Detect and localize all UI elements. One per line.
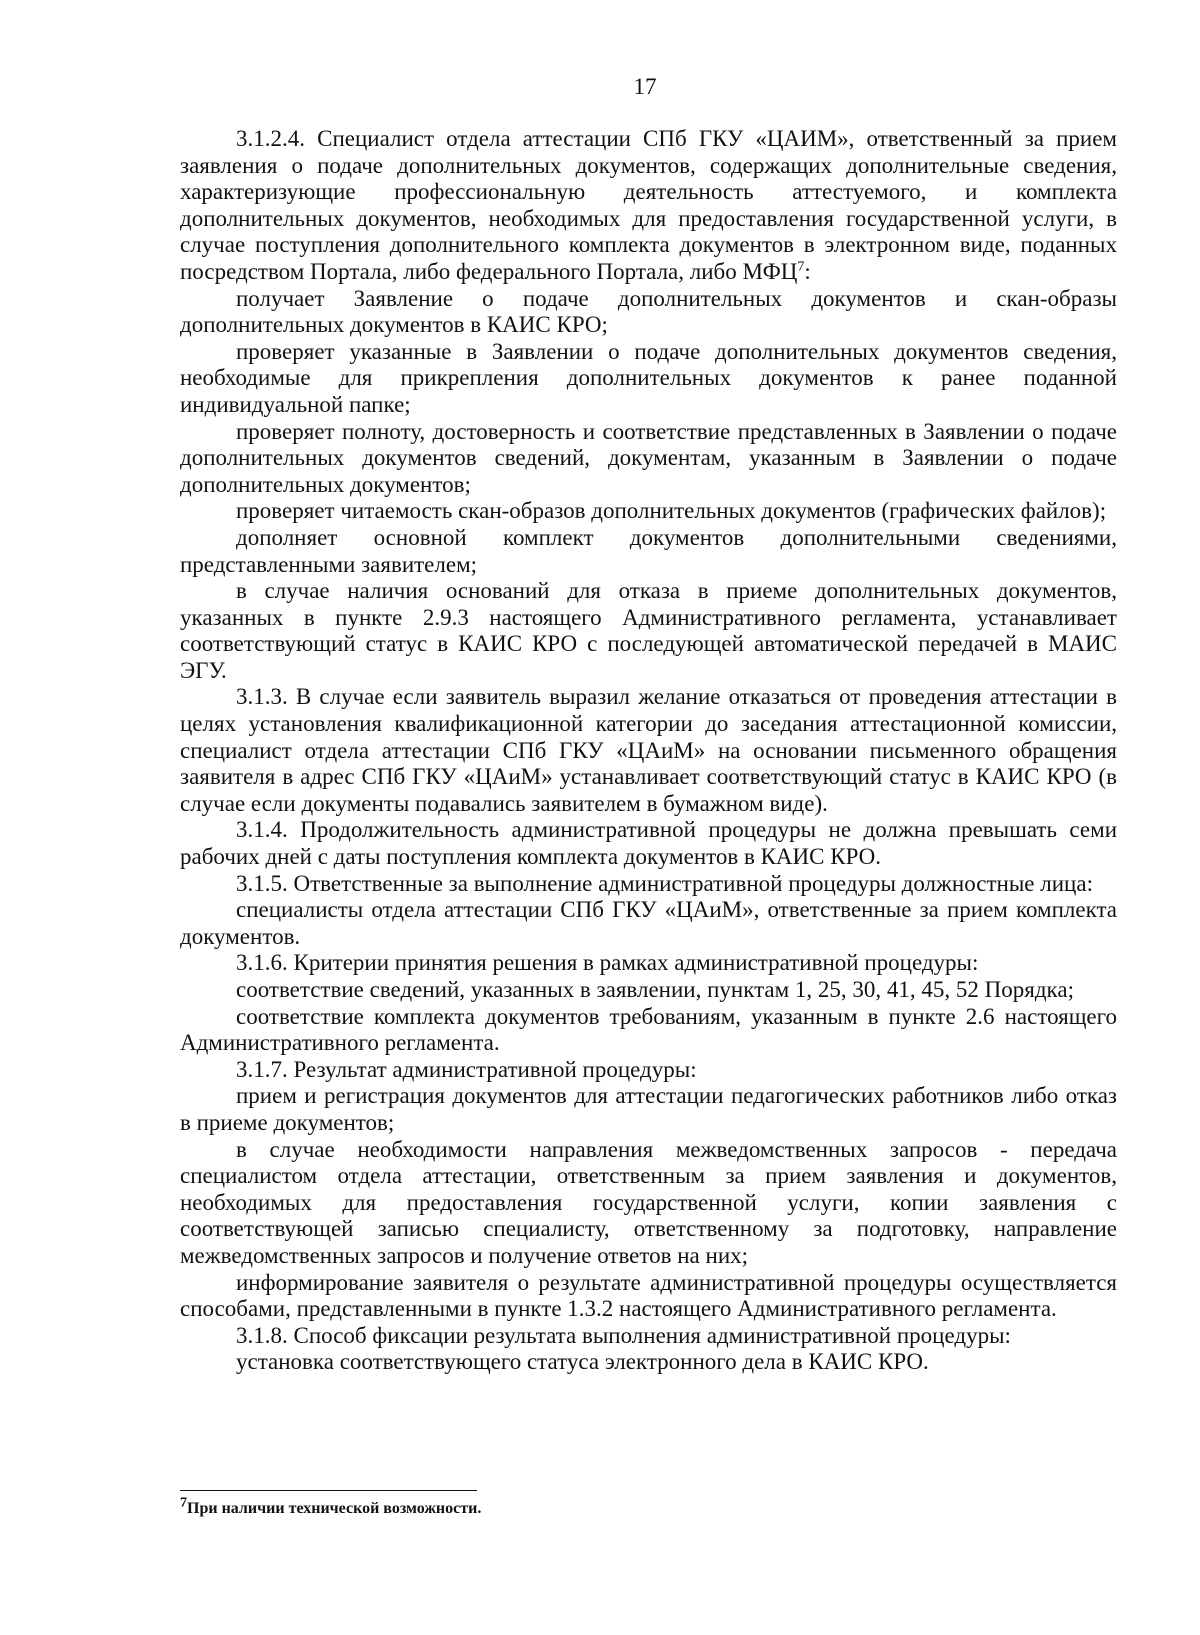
footnote-divider: [180, 1490, 477, 1491]
paragraph-3-1-5: 3.1.5. Ответственные за выполнение административной процедуры должностные лица:: [236, 870, 1093, 896]
list-item-registration: прием и регистрация документов для аттестации педагогических работников либо отказ в приеме документов;: [180, 1083, 1117, 1135]
footnote: [180, 1495, 880, 1520]
list-item-interagency-requests: в случае необходимости направления межведомственных запросов - передача специалистом отдела аттестации, ответственным за прием заявления и документов, необходимых для предоставления государственной услуги, копии заявления с соответствующей записью специалисту, ответственному за подготовку, направление межведомственных запросов и получение ответов на них;: [180, 1136, 1117, 1268]
list-item-supplements: дополняет основной комплект документов дополнительными сведениями, представленными заявителем;: [180, 524, 1117, 577]
list-item-receives: получает Заявление о подаче дополнительных документов и скан-образы дополнительных документов в КАИС КРО;: [180, 285, 1117, 338]
body-text: [180, 126, 1117, 1376]
list-item-checks-readability: проверяет читаемость скан-образов дополнительных документов (графических файлов);: [236, 498, 1107, 524]
list-item-specialists: специалисты отдела аттестации СПб ГКУ «ЦАиМ», ответственные за прием комплекта документов.: [180, 897, 1117, 949]
paragraph-3-1-7: 3.1.7. Результат административной процедуры:: [236, 1056, 697, 1082]
list-item-criteria-documents: соответствие комплекта документов требованиям, указанным в пункте 2.6 настоящего Административного регламента.: [180, 1003, 1117, 1056]
page-number: 17: [633, 74, 657, 99]
list-item-informing: информирование заявителя о результате административной процедуры осуществляется способами, представленными в пункте 1.3.2 настоящего Административного регламента.: [180, 1269, 1117, 1322]
footnote-text: При наличии технической возможности.: [187, 1500, 482, 1517]
list-item-status-setting: установка соответствующего статуса электронного дела в КАИС КРО.: [236, 1349, 929, 1375]
paragraph-3-1-8: 3.1.8. Способ фиксации результата выполнения административной процедуры:: [236, 1322, 1011, 1348]
list-item-refusal-status: в случае наличия оснований для отказа в приеме дополнительных документов, указанных в пункте 2.9.3 настоящего Административного регламента, устанавливает соответствующий статус в КАИС КРО с последующей автоматической передачей в МАИС ЭГУ.: [180, 578, 1117, 683]
list-item-criteria-data: соответствие сведений, указанных в заявлении, пунктам 1, 25, 30, 41, 45, 52 Порядка;: [236, 977, 1074, 1002]
paragraph-text: 3.1.2.4. Специалист отдела аттестации СПб ГКУ «ЦАИМ», ответственный за прием заявления о подаче дополнительных документов, содержащих дополнительные сведения, характеризующие профессиональную деятельность аттестуемого, и комплекта дополнительных документов, необходимых для предоставления государственной услуги, в случае поступления дополнительного комплекта документов в электронном виде, поданных посредством Портала, либо федерального Портала, либо МФЦ: [180, 126, 1117, 284]
list-item-checks-data: проверяет указанные в Заявлении о подаче дополнительных документов сведения, необходимые для прикрепления дополнительных документов к ранее поданной индивидуальной папке;: [180, 338, 1117, 417]
list-item-checks-completeness: проверяет полноту, достоверность и соответствие представленных в Заявлении о подаче дополнительных документов сведений, документам, указанным в Заявлении о подаче дополнительных документов;: [180, 418, 1117, 497]
paragraph-3-1-6: 3.1.6. Критерии принятия решения в рамках административной процедуры:: [236, 950, 979, 976]
paragraph-3-1-2-4: [180, 126, 1117, 286]
footnote-mark: 7: [180, 1495, 187, 1511]
paragraph-tail: :: [804, 258, 811, 284]
paragraph-3-1-4: 3.1.4. Продолжительность административной процедуры не должна превышать семи рабочих дней с даты поступления комплекта документов в КАИС КРО.: [180, 817, 1117, 870]
paragraph-3-1-3: 3.1.3. В случае если заявитель выразил желание отказаться от проведения аттестации в целях установления квалификационной категории до заседания аттестационной комиссии, специалист отдела аттестации СПб ГКУ «ЦАиМ» на основании письменного обращения заявителя в адрес СПб ГКУ «ЦАиМ» устанавливает соответствующий статус в КАИС КРО (в случае если документы подавались заявителем в бумажном виде).: [180, 684, 1117, 816]
footnote-reference: 7: [797, 259, 805, 275]
